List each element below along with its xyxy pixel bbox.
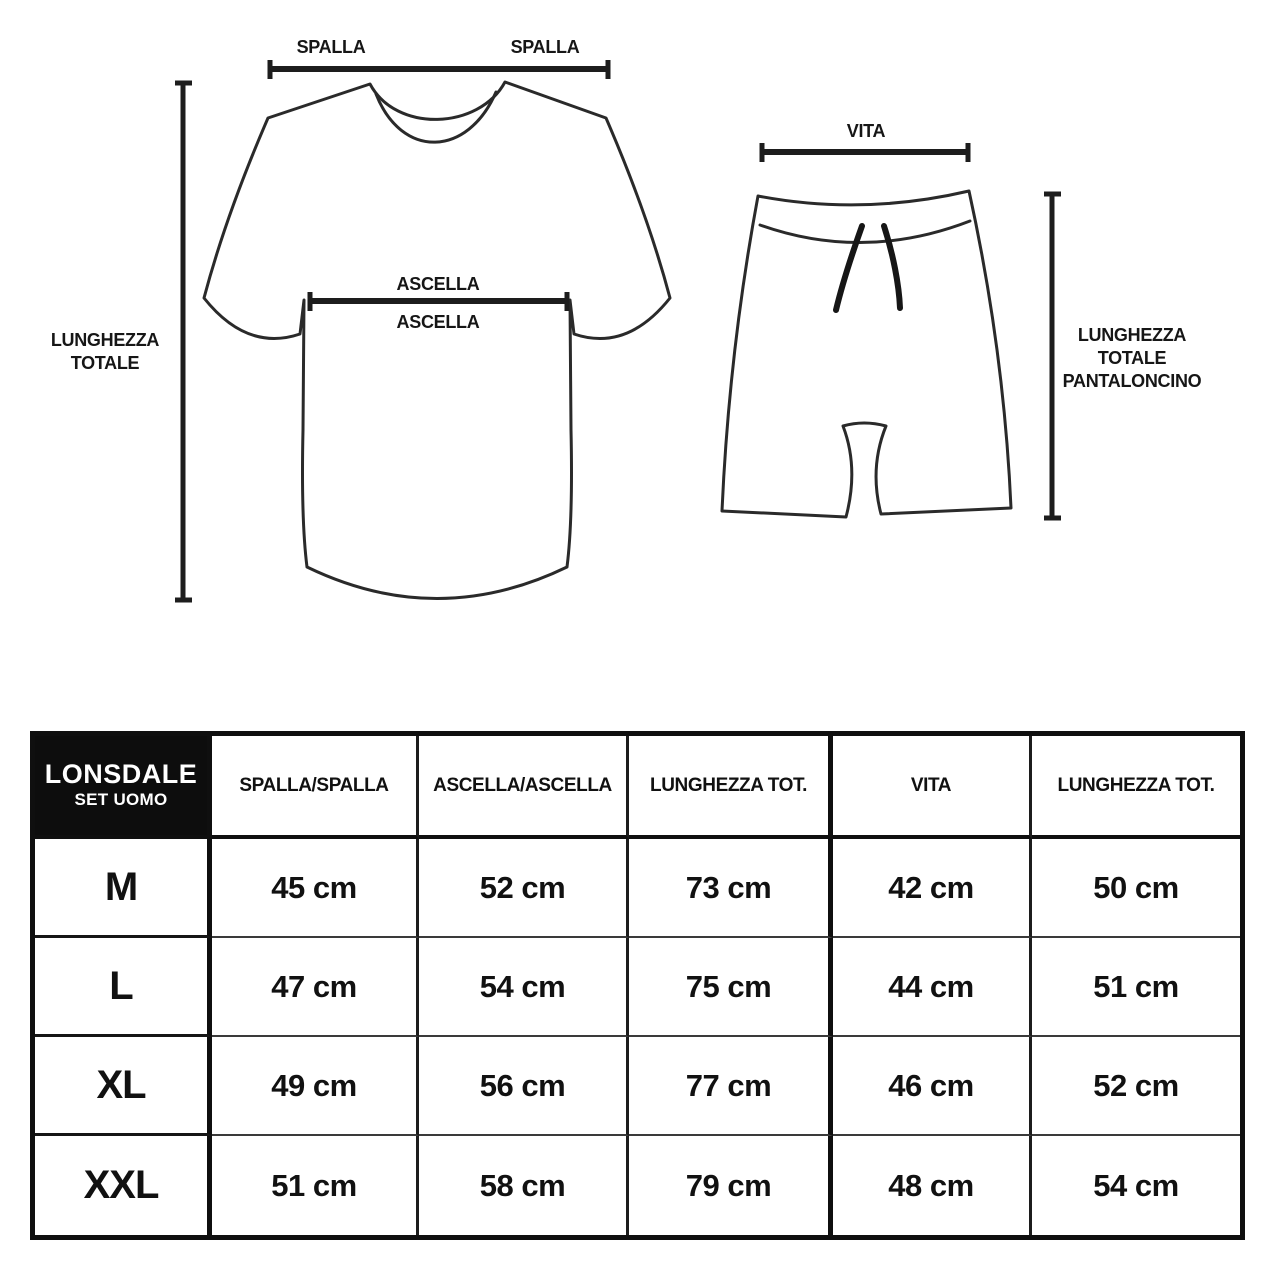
- size-table: [30, 731, 1245, 1240]
- brand-name: LONSDALE: [44, 759, 198, 790]
- shorts-length-label-line2: TOTALE: [1097, 348, 1167, 368]
- size-cell: M: [35, 839, 212, 938]
- value-cell: 54 cm: [419, 938, 629, 1037]
- value-cell: 42 cm: [833, 839, 1032, 938]
- shorts-length-label-line1: LUNGHEZZA: [1077, 325, 1187, 345]
- tshirt-length-dimension-line: [175, 83, 192, 600]
- column-header-ascella: ASCELLA/ASCELLA: [419, 736, 629, 839]
- value-cell: 52 cm: [1032, 1037, 1240, 1136]
- ascella-top-label: ASCELLA: [396, 274, 480, 294]
- value-cell: 51 cm: [1032, 938, 1240, 1037]
- value-cell: 51 cm: [212, 1136, 419, 1235]
- value-cell: 79 cm: [629, 1136, 833, 1235]
- table-row-xl: [35, 1037, 1240, 1136]
- spalla-right-label: SPALLA: [510, 37, 580, 57]
- brand-subtitle: SET UOMO: [74, 790, 168, 810]
- value-cell: 45 cm: [212, 839, 419, 938]
- spalla-dimension-line: [270, 60, 608, 79]
- value-cell: 50 cm: [1032, 839, 1240, 938]
- column-header-vita: VITA: [833, 736, 1032, 839]
- value-cell: 44 cm: [833, 938, 1032, 1037]
- tshirt-outline: [204, 82, 670, 599]
- size-cell: XL: [35, 1037, 212, 1136]
- column-header-lunghezza-tot-pantaloncino: LUNGHEZZA TOT.: [1032, 736, 1240, 839]
- value-cell: 77 cm: [629, 1037, 833, 1136]
- shorts-outline: [722, 191, 1011, 517]
- tshirt-length-label-line1: LUNGHEZZA: [50, 330, 160, 350]
- size-cell: L: [35, 938, 212, 1037]
- column-header-lunghezza-tot: LUNGHEZZA TOT.: [629, 736, 833, 839]
- spalla-left-label: SPALLA: [296, 37, 366, 57]
- tshirt-drawing: [204, 82, 670, 599]
- shorts-length-dimension-line: [1044, 194, 1061, 518]
- vita-dimension-line: [762, 143, 968, 162]
- vita-label: VITA: [846, 121, 886, 141]
- brand-cell: [35, 736, 212, 839]
- value-cell: 48 cm: [833, 1136, 1032, 1235]
- shorts-length-label-line3: PANTALONCINO: [1062, 371, 1202, 391]
- value-cell: 56 cm: [419, 1037, 629, 1136]
- value-cell: 58 cm: [419, 1136, 629, 1235]
- value-cell: 49 cm: [212, 1037, 419, 1136]
- size-cell: XXL: [35, 1136, 212, 1235]
- table-row-m: [35, 839, 1240, 938]
- value-cell: 46 cm: [833, 1037, 1032, 1136]
- tshirt-length-label-line2: TOTALE: [70, 353, 140, 373]
- table-header-row: [35, 736, 1240, 839]
- table-row-xxl: [35, 1136, 1240, 1235]
- column-header-spalla: SPALLA/SPALLA: [212, 736, 419, 839]
- value-cell: 75 cm: [629, 938, 833, 1037]
- shorts-drawing: [722, 191, 1011, 517]
- value-cell: 73 cm: [629, 839, 833, 938]
- table-row-l: [35, 938, 1240, 1037]
- value-cell: 54 cm: [1093, 1167, 1179, 1203]
- ascella-bottom-label: ASCELLA: [396, 312, 480, 332]
- value-cell: 47 cm: [212, 938, 419, 1037]
- value-cell: 52 cm: [419, 839, 629, 938]
